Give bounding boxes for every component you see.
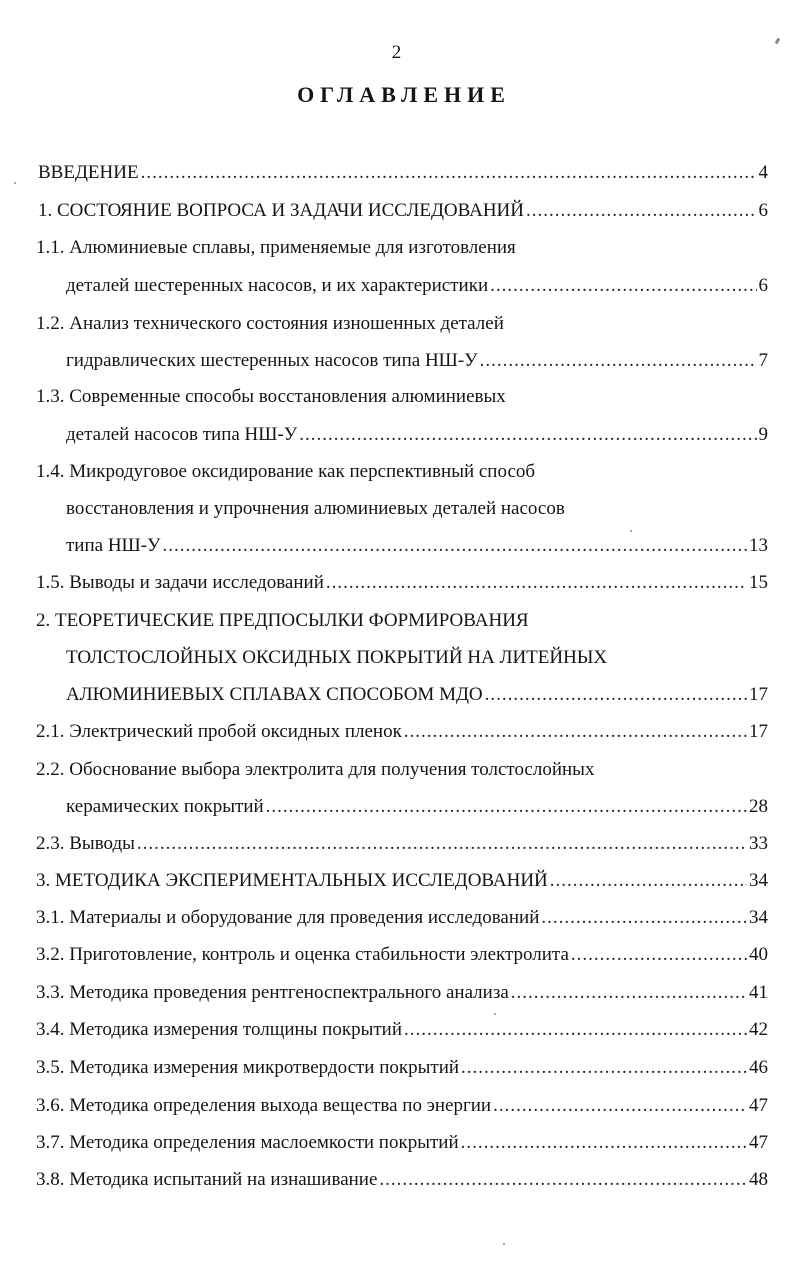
toc-entry-3-8 (36, 1167, 768, 1193)
toc-entry-1-1-line-2 (66, 273, 768, 299)
toc-entry-3-1 (36, 905, 768, 931)
toc-entry-page: 28 (749, 796, 768, 817)
toc-entry-text: 3.2. Приготовление, контроль и оценка стабильности электролита (36, 944, 569, 965)
toc-entry-text: ТОЛСТОСЛОЙНЫХ ОКСИДНЫХ ПОКРЫТИЙ НА ЛИТЕЙНЫХ (66, 647, 608, 668)
toc-entry-text: 1.2. Анализ технического состояния изношенных деталей (36, 313, 504, 334)
dot-leader (163, 533, 748, 559)
scan-speck (630, 530, 632, 532)
toc-entry-text: керамических покрытий (66, 796, 264, 817)
dot-leader (326, 570, 747, 596)
toc-entry-text: восстановления и упрочнения алюминиевых деталей насосов (66, 498, 565, 519)
toc-entry-text: 1.3. Современные способы восстановления алюминиевых (36, 386, 506, 407)
toc-entry-page: 34 (749, 907, 768, 928)
toc-entry-page: 6 (758, 200, 768, 221)
toc-entry-text: 2.2. Обоснование выбора электролита для получения толстослойных (36, 759, 595, 780)
toc-entry-page: 17 (749, 684, 768, 705)
toc-entry-text: АЛЮМИНИЕВЫХ СПЛАВАХ СПОСОБОМ МДО (66, 684, 483, 705)
scan-speck (14, 182, 16, 184)
dot-leader (526, 198, 756, 224)
dot-leader (461, 1055, 747, 1081)
toc-entry-page: 9 (758, 424, 768, 445)
toc-entry-page: 42 (749, 1019, 768, 1040)
toc-entry-page: 13 (749, 535, 768, 556)
dot-leader (493, 1093, 747, 1119)
toc-entry-text: деталей насосов типа НШ-У (66, 424, 298, 445)
toc-entry-1-4-line-1 (36, 459, 535, 485)
dot-leader (490, 273, 756, 299)
toc-entry-1-3-line-1 (36, 384, 506, 410)
toc-entry-text: 3.1. Материалы и оборудование для проведения исследований (36, 907, 540, 928)
toc-entry-page: 46 (749, 1057, 768, 1078)
dot-leader (299, 422, 756, 448)
toc-entry-1-5 (36, 570, 768, 596)
toc-entry-text: 2.3. Выводы (36, 833, 135, 854)
toc-entry-1-2-line-1 (36, 311, 504, 337)
toc-entry-page: 41 (749, 982, 768, 1003)
dot-leader (137, 831, 747, 857)
toc-entry-text: деталей шестеренных насосов, и их характеристики (66, 275, 489, 296)
toc-entry-chapter-2-line-3 (66, 682, 768, 708)
toc-entry-page: 15 (749, 572, 768, 593)
dot-leader (404, 719, 747, 745)
toc-entry-page: 17 (749, 721, 768, 742)
dot-leader (141, 160, 757, 186)
toc-entry-1-4-line-2 (66, 496, 565, 522)
toc-entry-1-1-line-1 (36, 235, 516, 261)
toc-entry-intro (38, 160, 768, 186)
toc-entry-text: ВВЕДЕНИЕ (38, 162, 139, 183)
toc-entry-1-3-line-2 (66, 422, 768, 448)
toc-entry-1-4-line-3 (66, 533, 768, 559)
dot-leader (485, 682, 747, 708)
toc-entry-3-2 (36, 942, 768, 968)
toc-entry-3-6 (36, 1093, 768, 1119)
scan-speck (503, 1243, 505, 1245)
page-number: 2 (391, 42, 402, 63)
toc-entry-text: гидравлических шестеренных насосов типа НШ-У (66, 350, 478, 371)
dot-leader (511, 980, 747, 1006)
toc-entry-chapter-1 (38, 198, 768, 224)
toc-entry-text: 3. МЕТОДИКА ЭКСПЕРИМЕНТАЛЬНЫХ ИССЛЕДОВАНИЙ (36, 870, 548, 891)
toc-entry-page: 40 (749, 944, 768, 965)
page-title: ОГЛАВЛЕНИЕ (297, 82, 511, 107)
toc-entry-2-2-line-1 (36, 757, 594, 783)
toc-entry-2-1 (36, 719, 768, 745)
toc-entry-text: 3.8. Методика испытаний на изнашивание (36, 1169, 378, 1190)
toc-entry-page: 34 (749, 870, 768, 891)
toc-entry-page: 47 (749, 1095, 768, 1116)
toc-entry-text: 3.5. Методика измерения микротвердости покрытий (36, 1057, 460, 1078)
dot-leader (480, 348, 757, 374)
toc-entry-chapter-2-line-1 (36, 608, 529, 634)
toc-entry-text: 3.4. Методика измерения толщины покрытий (36, 1019, 402, 1040)
toc-entry-text: 3.3. Методика проведения рентгеноспектрального анализа (36, 982, 509, 1003)
dot-leader (379, 1167, 747, 1193)
toc-entry-text: 1.5. Выводы и задачи исследований (36, 572, 324, 593)
dot-leader (266, 794, 747, 820)
toc-entry-page: 33 (749, 833, 768, 854)
toc-entry-text: 3.6. Методика определения выхода вещества по энергии (36, 1095, 492, 1116)
toc-entry-chapter-2-line-2 (66, 645, 607, 671)
toc-entry-text: типа НШ-У (66, 535, 161, 556)
dot-leader (404, 1017, 747, 1043)
toc-entry-text: 1.4. Микродуговое оксидирование как перспективный способ (36, 461, 536, 482)
dot-leader (571, 942, 747, 968)
toc-entry-text: 1. СОСТОЯНИЕ ВОПРОСА И ЗАДАЧИ ИССЛЕДОВАНИЙ (38, 200, 525, 221)
toc-entry-3-5 (36, 1055, 768, 1081)
toc-entry-text: 1.1. Алюминиевые сплавы, применяемые для изготовления (36, 237, 516, 258)
toc-entry-page: 48 (749, 1169, 768, 1190)
toc-entry-text: 3.7. Методика определения маслоемкости покрытий (36, 1132, 459, 1153)
toc-entry-text: 2.1. Электрический пробой оксидных пленок (36, 721, 402, 742)
toc-entry-1-2-line-2 (66, 348, 768, 374)
scan-speck (494, 1013, 496, 1015)
toc-entry-page: 4 (758, 162, 768, 183)
toc-entry-2-3 (36, 831, 768, 857)
toc-entry-3-4 (36, 1017, 768, 1043)
toc-entry-page: 7 (758, 350, 768, 371)
toc-entry-3-7 (36, 1130, 768, 1156)
toc-entry-chapter-3 (36, 868, 768, 894)
toc-entry-page: 47 (749, 1132, 768, 1153)
dot-leader (541, 905, 747, 931)
toc-entry-page: 6 (758, 275, 768, 296)
toc-entry-2-2-line-2 (66, 794, 768, 820)
toc-entry-text: 2. ТЕОРЕТИЧЕСКИЕ ПРЕДПОСЫЛКИ ФОРМИРОВАНИЯ (36, 610, 529, 631)
dot-leader (461, 1130, 747, 1156)
toc-entry-3-3 (36, 980, 768, 1006)
dot-leader (550, 868, 747, 894)
